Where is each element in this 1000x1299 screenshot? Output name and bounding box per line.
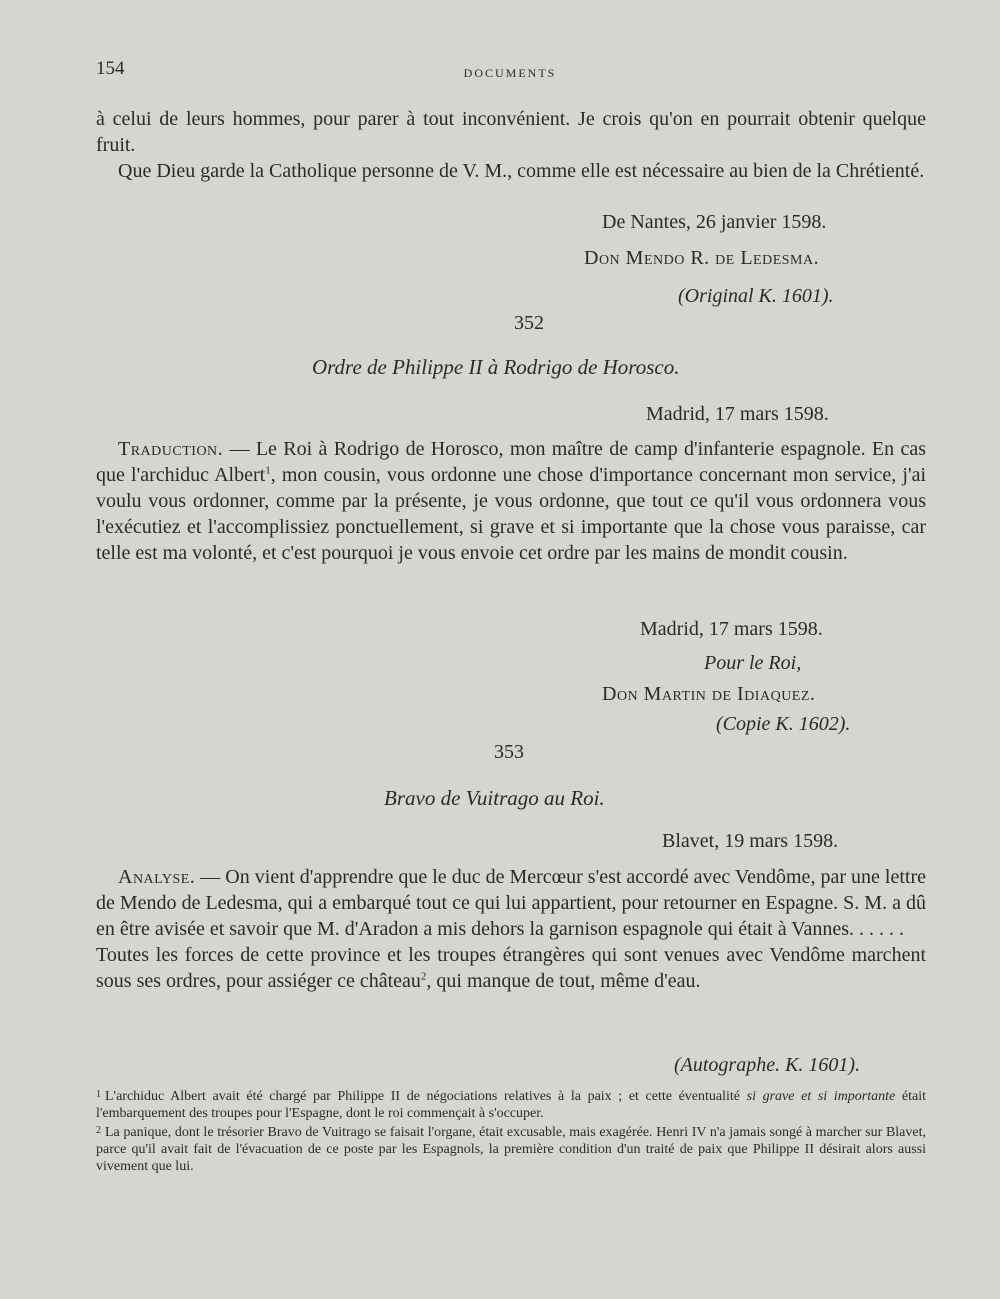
footnote-2-mark: 2	[96, 1125, 101, 1136]
label-traduction: Traduction.	[118, 438, 224, 460]
date-madrid-top: Madrid, 17 mars 1598.	[646, 403, 829, 425]
analyse-text: — On vient d'apprendre que le duc de Mercœur s'est accordé avec Vendôme, par une lettre de Mendo de Ledesma, qui a embarqué tout ce qui lui appartient, pour retourner en Espagne. S. M. a dû en être avisée et savoir que M. d'Aradon a mis dehors la garnison espagnole qui était à Vannes. . . . . .	[96, 866, 926, 940]
footnote-1-mark: 1	[96, 1089, 101, 1100]
date-madrid-bottom: Madrid, 17 mars 1598.	[640, 618, 823, 640]
document-number-352: 352	[514, 312, 544, 334]
footnote-ref-1: 1	[265, 464, 271, 477]
analyse-text-2: Toutes les forces de cette province et les troupes étrangères qui sont venues avec Vendôme marchent sous ses ordres, pour assiéger ce château	[96, 944, 926, 992]
signature-mendo: Don Mendo R. de Ledesma.	[584, 247, 820, 269]
source-original-1601: (Original K. 1601).	[678, 285, 834, 307]
analyse-text-3: , qui manque de tout, même d'eau.	[426, 970, 701, 992]
running-title: DOCUMENTS	[463, 66, 557, 80]
footnote-2-text: La panique, dont le trésorier Bravo de Vuitrago se faisait l'organe, était excusable, mais exagérée. Henri IV n'a jamais songé à marcher sur Blavet, parce qu'il avait fait de l'évacuation de ce poste par les Espagnols, la première condition d'un traité de paix que Philippe II désirait alors aussi vivement que lui.	[96, 1125, 926, 1174]
traduction-text: — Le Roi à Rodrigo de Horosco, mon maître de camp d'infanterie espagnole. En cas que l'archiduc Albert	[96, 438, 926, 486]
page-number: 154	[96, 58, 125, 79]
label-analyse: Analyse.	[118, 866, 196, 888]
footnote-2	[96, 1122, 926, 1175]
traduction-text-2: , mon cousin, vous ordonne une chose d'importance concernant mon service, j'ai voulu vous ordonner, comme par la présente, je vous ordonne, que tout ce qu'il vous ordonnera vous l'exécutiez et l'accomplissiez ponctuellement, si grave et si importante que la chose vous paraisse, car telle est ma volonté, et c'est pourquoi je vous envoie cet ordre par les mains de mondit cousin.	[96, 464, 927, 564]
place-date-nantes: De Nantes, 26 janvier 1598.	[602, 211, 827, 233]
document-title-353: Bravo de Vuitrago au Roi.	[384, 786, 605, 810]
pour-le-roi: Pour le Roi,	[704, 652, 802, 674]
document-number-353: 353	[494, 741, 524, 763]
paragraph-traduction	[96, 436, 926, 566]
date-blavet: Blavet, 19 mars 1598.	[662, 830, 839, 852]
footnote-1	[96, 1086, 926, 1122]
source-autographe-1601: (Autographe. K. 1601).	[674, 1054, 861, 1076]
paragraph-analyse	[96, 864, 926, 994]
footnote-1-text-a: L'archiduc Albert avait été chargé par Philippe II de négociations relatives à la paix ; et cette éventualité	[105, 1089, 747, 1104]
document-title-352: Ordre de Philippe II à Rodrigo de Horosco.	[312, 355, 680, 379]
signature-idiaquez: Don Martin de Idiaquez.	[602, 683, 816, 705]
continuation-paragraph-2: Que Dieu garde la Catholique personne de V. M., comme elle est nécessaire au bien de la Chrétienté.	[118, 160, 925, 182]
footnote-1-text-b: était l'embarquement des troupes pour l'Espagne, dont le roi commençait à s'occuper.	[96, 1089, 926, 1121]
footnote-1-italic: si grave et si importante	[746, 1089, 896, 1104]
continuation-paragraph-1: à celui de leurs hommes, pour parer à tout inconvénient. Je crois qu'on en pourrait obtenir quelque fruit.	[96, 108, 926, 156]
source-copie-1602: (Copie K. 1602).	[716, 713, 851, 735]
footnote-ref-2: 2	[420, 970, 427, 983]
